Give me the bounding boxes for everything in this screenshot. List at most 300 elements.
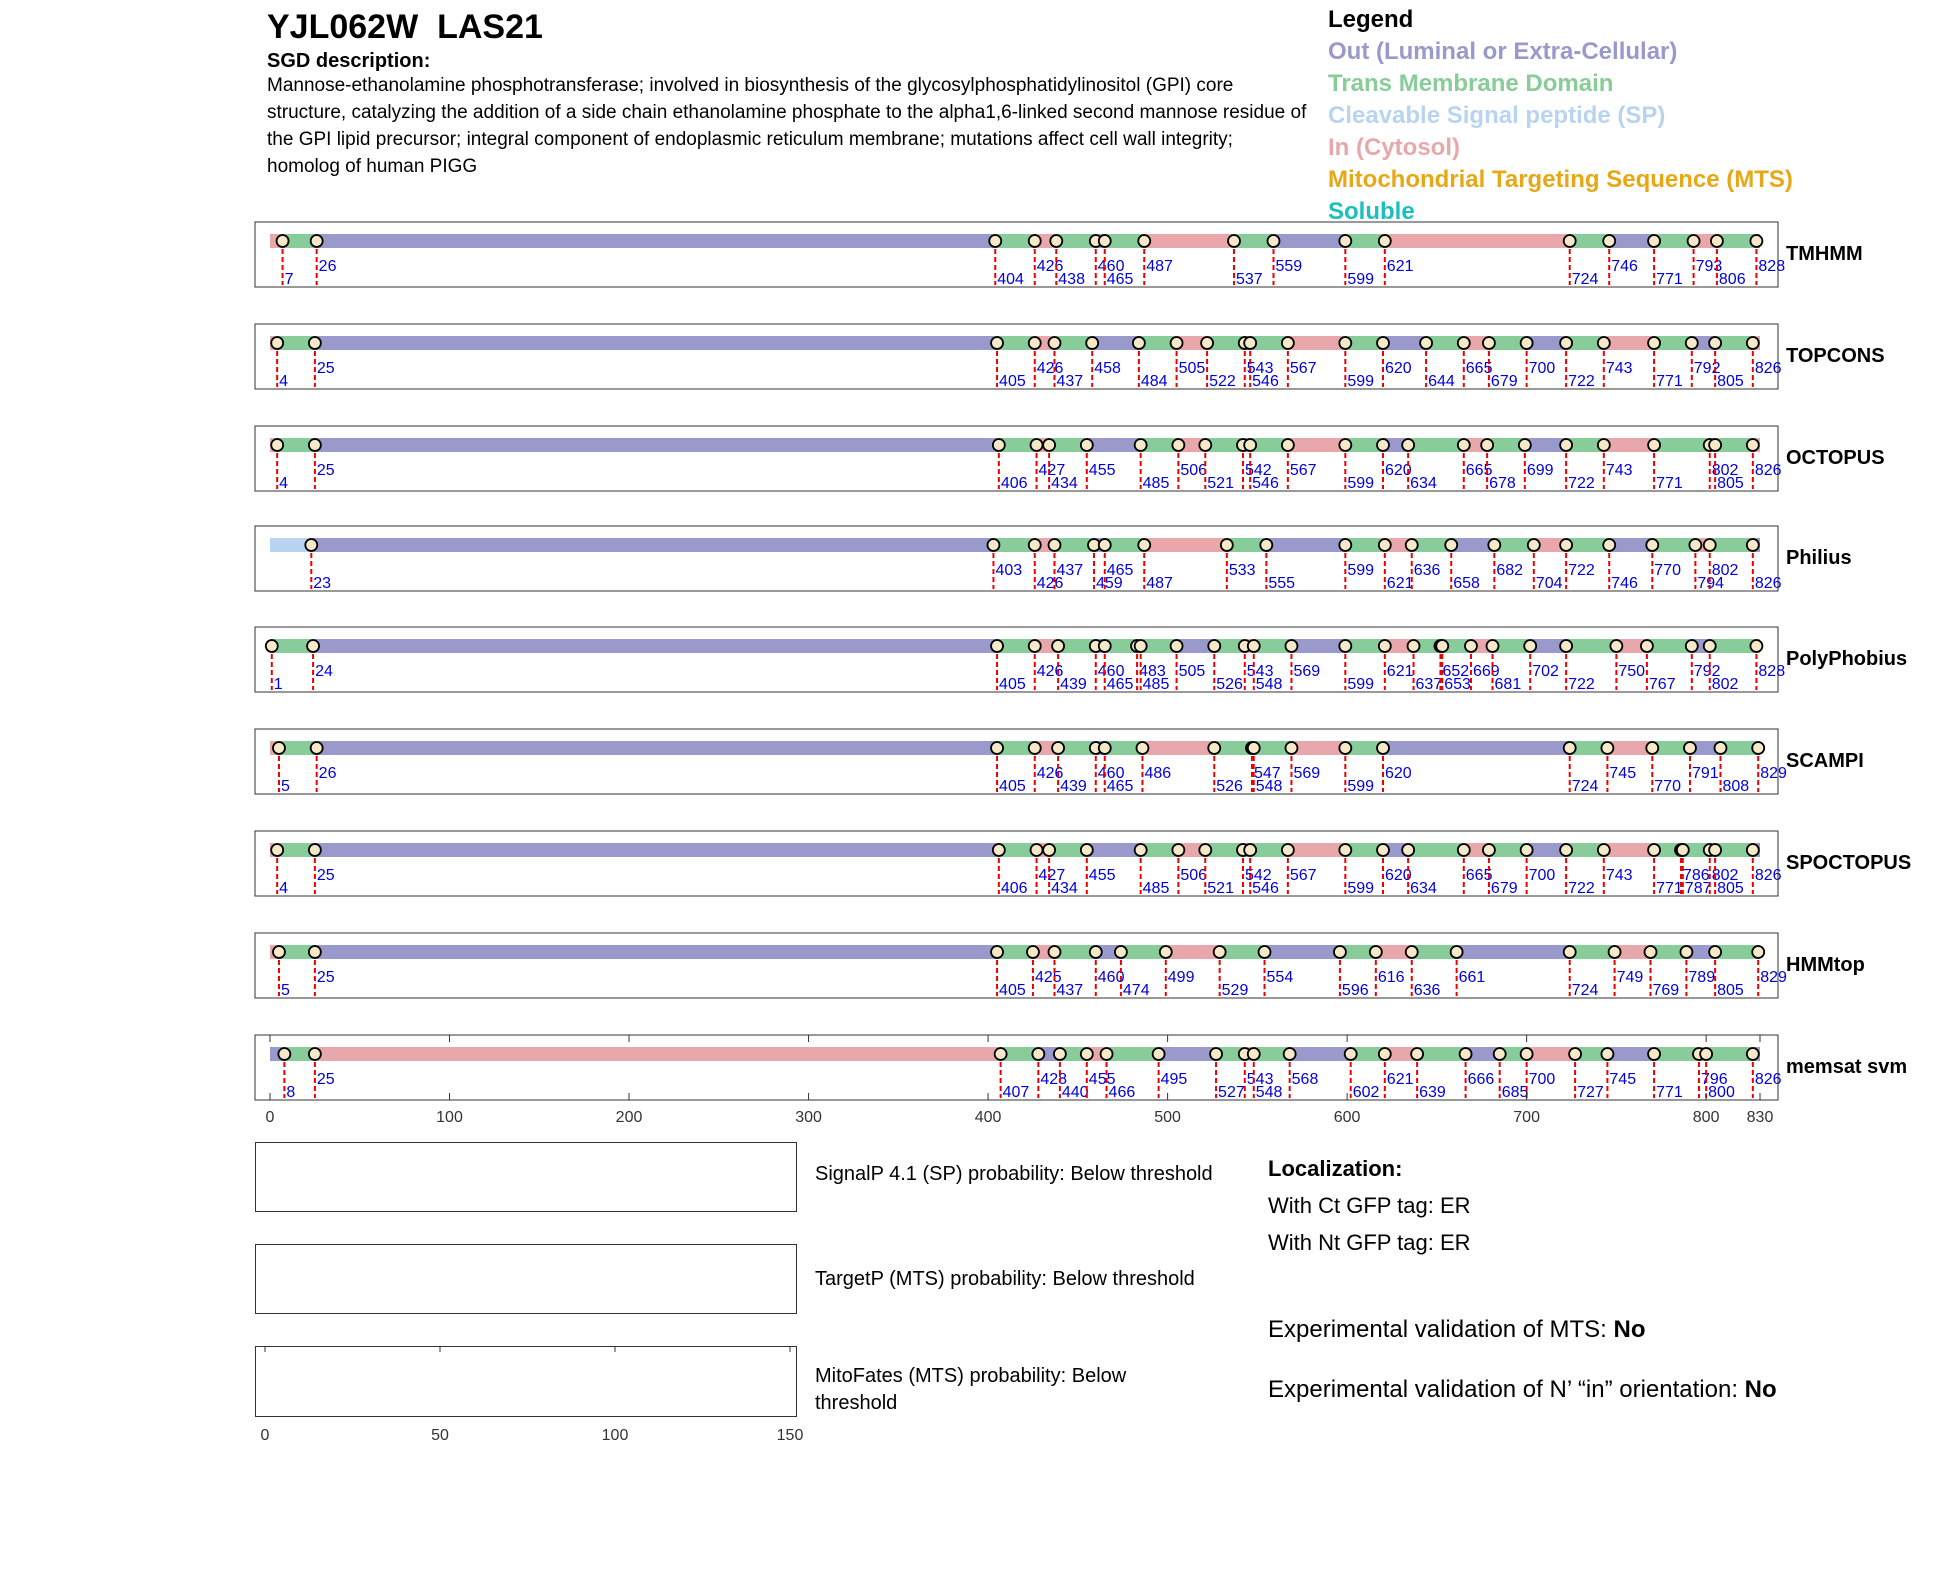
boundary-label: 727 [1577,1084,1604,1101]
legend-item-in: In (Cytosol) [1328,134,1460,161]
boundary-marker [1052,742,1064,754]
boundary-label: 546 [1252,373,1279,390]
boundary-marker [1379,539,1391,551]
boundary-marker [271,844,283,856]
boundary-marker [1524,640,1536,652]
boundary-marker [1282,439,1294,451]
boundary-label: 826 [1754,867,1782,884]
segment-out [315,438,999,452]
boundary-label: 434 [1051,880,1078,897]
segment-out [313,639,997,653]
boundary-marker [1248,640,1260,652]
boundary-label: 828 [1758,258,1786,275]
boundary-label: 802 [1711,462,1739,479]
boundary-label: 405 [999,778,1026,795]
boundary-marker [309,337,321,349]
segment-in [1288,438,1345,452]
track-name-memsat-svm: memsat svm [1786,1056,1908,1078]
boundary-marker [1521,337,1533,349]
boundary-marker [1031,844,1043,856]
boundary-label: 26 [318,258,337,275]
boundary-marker [1199,439,1211,451]
boundary-marker [1339,742,1351,754]
boundary-label: 770 [1654,562,1681,579]
boundary-marker [1481,439,1493,451]
boundary-marker [1282,844,1294,856]
boundary-marker [1519,439,1531,451]
boundary-marker [1458,844,1470,856]
boundary-marker [1054,1048,1066,1060]
boundary-label: 599 [1347,880,1375,897]
boundary-label: 521 [1207,880,1234,897]
boundary-label: 25 [316,360,335,377]
boundary-label: 437 [1056,373,1084,390]
boundary-label: 465 [1106,271,1134,288]
boundary-marker [1684,742,1696,754]
targetp-panel [255,1244,797,1314]
boundary-label: 406 [1000,475,1028,492]
boundary-marker [1050,235,1062,247]
boundary-marker [1379,640,1391,652]
boundary-label: 460 [1097,663,1125,680]
boundary-marker [1345,1048,1357,1060]
boundary-marker [1048,946,1060,958]
boundary-label: 802 [1711,676,1739,693]
boundary-label: 1 [273,676,283,693]
boundary-marker [1339,235,1351,247]
boundary-marker [1090,946,1102,958]
segment-in [1144,538,1227,552]
boundary-label: 599 [1347,676,1375,693]
boundary-marker [1603,235,1615,247]
boundary-marker [1379,1048,1391,1060]
boundary-label: 826 [1754,462,1782,479]
boundary-label: 826 [1754,575,1782,592]
boundary-marker [1248,1048,1260,1060]
boundary-label: 527 [1218,1084,1245,1101]
boundary-label: 427 [1038,867,1066,884]
boundary-marker [1029,337,1041,349]
boundary-label: 789 [1688,969,1716,986]
boundary-label: 437 [1056,982,1084,999]
boundary-label: 661 [1458,969,1486,986]
boundary-marker [1048,539,1060,551]
mts-validation-value: No [1613,1316,1646,1343]
boundary-label: 459 [1095,575,1123,592]
boundary-marker [1648,235,1660,247]
boundary-marker [1709,844,1721,856]
segment-in [1604,336,1654,350]
boundary-marker [1747,439,1759,451]
segment-tm [1408,438,1464,452]
boundary-label: 428 [1040,1071,1068,1088]
boundary-marker [309,439,321,451]
boundary-label: 548 [1255,778,1283,795]
boundary-marker [266,640,278,652]
boundary-marker [1285,640,1297,652]
boundary-label: 805 [1717,475,1744,492]
boundary-marker [1048,337,1060,349]
x-tick-label: 0 [265,1109,275,1126]
boundary-label: 526 [1216,778,1243,795]
segment-tm [1408,843,1464,857]
boundary-marker [1029,742,1041,754]
boundary-label: 567 [1289,360,1317,377]
boundary-marker [1244,844,1256,856]
boundary-label: 620 [1385,462,1412,479]
boundary-marker [305,539,317,551]
boundary-marker [271,439,283,451]
boundary-label: 542 [1244,867,1272,884]
boundary-label: 743 [1605,360,1633,377]
boundary-label: 543 [1246,1071,1274,1088]
segment-in [1385,234,1570,248]
boundary-marker [1709,439,1721,451]
boundary-label: 793 [1695,258,1723,275]
legend-item-sp: Cleavable Signal peptide (SP) [1328,102,1666,129]
boundary-marker [1214,946,1226,958]
legend-item-soluble: Soluble [1328,198,1415,225]
boundary-marker [307,640,319,652]
boundary-label: 434 [1051,475,1078,492]
boundary-label: 505 [1178,360,1206,377]
signalp-panel [255,1142,797,1212]
boundary-marker [1138,235,1150,247]
boundary-label: 546 [1252,880,1279,897]
boundary-marker [1153,1048,1165,1060]
segment-out [315,945,997,959]
boundary-label: 599 [1347,373,1375,390]
boundary-label: 644 [1428,373,1455,390]
boundary-label: 529 [1221,982,1249,999]
boundary-marker [1700,1048,1712,1060]
boundary-marker [1260,539,1272,551]
boundary-label: 678 [1489,475,1516,492]
boundary-label: 567 [1289,462,1317,479]
targetp-text: TargetP (MTS) probability: Below threshold [815,1268,1195,1290]
boundary-marker [1747,337,1759,349]
boundary-label: 639 [1419,1084,1446,1101]
boundary-label: 4 [279,475,289,492]
segment-out [317,741,997,755]
boundary-label: 621 [1386,1071,1414,1088]
boundary-label: 681 [1494,676,1522,693]
x-tick-label: 700 [1513,1109,1540,1126]
boundary-label: 805 [1717,880,1744,897]
boundary-marker [271,337,283,349]
boundary-marker [1136,742,1148,754]
segment-tm [1417,1047,1465,1061]
prob-x-tick-label: 150 [776,1427,804,1444]
boundary-marker [1043,844,1055,856]
boundary-marker [1282,337,1294,349]
boundary-label: 440 [1061,1084,1089,1101]
boundary-label: 722 [1568,475,1595,492]
boundary-label: 634 [1410,880,1437,897]
boundary-marker [1686,337,1698,349]
boundary-marker [1752,742,1764,754]
boundary-marker [1560,337,1572,349]
boundary-marker [1081,1048,1093,1060]
boundary-label: 745 [1609,1071,1637,1088]
boundary-marker [309,946,321,958]
boundary-marker [1402,439,1414,451]
boundary-label: 465 [1106,562,1134,579]
boundary-marker [1420,337,1432,349]
segment-out [1274,234,1346,248]
segment-tm [1706,1047,1753,1061]
boundary-marker [1377,844,1389,856]
segment-out [1457,945,1570,959]
segment-in [1604,843,1654,857]
boundary-marker [1564,235,1576,247]
boundary-label: 722 [1568,880,1595,897]
boundary-label: 439 [1060,778,1087,795]
boundary-label: 724 [1571,271,1599,288]
boundary-marker [1086,337,1098,349]
boundary-marker [1646,539,1658,551]
boundary-marker [987,539,999,551]
boundary-label: 806 [1718,271,1746,288]
segment-in [1288,336,1345,350]
boundary-label: 669 [1472,663,1500,680]
boundary-marker [1458,439,1470,451]
boundary-label: 455 [1088,462,1116,479]
boundary-label: 704 [1535,575,1563,592]
boundary-label: 543 [1246,663,1274,680]
boundary-label: 828 [1758,663,1786,680]
boundary-label: 495 [1160,1071,1188,1088]
boundary-marker [1138,539,1150,551]
boundary-label: 438 [1058,271,1085,288]
x-tick-label: 800 [1692,1109,1720,1126]
boundary-marker [1747,844,1759,856]
boundary-marker [1487,640,1499,652]
boundary-label: 602 [1352,1084,1380,1101]
boundary-label: 724 [1571,982,1599,999]
page-title: YJL062W LAS21 [267,8,543,46]
legend-item-tm: Trans Membrane Domain [1328,70,1614,97]
boundary-marker [1259,946,1271,958]
boundary-label: 466 [1108,1084,1136,1101]
boundary-marker [1747,539,1759,551]
segment-in [315,1047,1001,1061]
boundary-label: 5 [280,982,290,999]
boundary-marker [1686,640,1698,652]
boundary-label: 665 [1465,462,1493,479]
boundary-label: 406 [1000,880,1028,897]
boundary-marker [1133,337,1145,349]
boundary-label: 792 [1693,663,1721,680]
boundary-label: 569 [1293,663,1321,680]
boundary-marker [1646,742,1658,754]
boundary-marker [989,235,1001,247]
boundary-label: 487 [1146,575,1173,592]
segment-out [311,538,993,552]
boundary-label: 599 [1347,778,1375,795]
boundary-marker [1488,539,1500,551]
segment-in [1291,741,1345,755]
segment-tm [1710,639,1757,653]
boundary-label: 700 [1528,1071,1556,1088]
segment-tm [1107,1047,1159,1061]
prob-x-tick-label: 50 [431,1427,449,1444]
track-name-scampi: SCAMPI [1786,750,1864,772]
boundary-marker [1099,539,1111,551]
boundary-label: 568 [1291,1071,1319,1088]
boundary-marker [1564,946,1576,958]
boundary-label: 743 [1605,462,1633,479]
boundary-label: 745 [1609,765,1637,782]
boundary-marker [1560,439,1572,451]
boundary-label: 750 [1618,663,1646,680]
boundary-label: 24 [315,663,333,680]
boundary-marker [1715,742,1727,754]
boundary-marker [1445,539,1457,551]
boundary-label: 554 [1266,969,1294,986]
boundary-marker [1436,640,1448,652]
boundary-label: 769 [1652,982,1680,999]
boundary-marker [1406,539,1418,551]
boundary-label: 722 [1568,676,1595,693]
boundary-label: 405 [999,373,1026,390]
boundary-label: 743 [1605,867,1633,884]
mts-validation [1268,1316,1645,1344]
boundary-marker [1171,337,1183,349]
boundary-label: 537 [1236,271,1263,288]
boundary-label: 547 [1253,765,1281,782]
boundary-marker [1099,640,1111,652]
boundary-marker [1377,742,1389,754]
mitofates-text-line2: threshold [815,1392,898,1414]
boundary-label: 546 [1252,475,1279,492]
boundary-label: 685 [1501,1084,1529,1101]
boundary-label: 800 [1708,1084,1735,1101]
boundary-label: 543 [1246,360,1274,377]
boundary-marker [1377,439,1389,451]
boundary-marker [1752,946,1764,958]
boundary-marker [1601,742,1613,754]
boundary-label: 787 [1684,880,1712,897]
boundary-label: 621 [1386,663,1414,680]
boundary-marker [1603,539,1615,551]
boundary-marker [991,742,1003,754]
nin-validation-label: Experimental validation of N’ “in” orientation: [1268,1376,1745,1403]
boundary-marker [1052,640,1064,652]
localization-header: Localization: [1268,1156,1403,1181]
x-tick-label: 600 [1333,1109,1361,1126]
boundary-label: 460 [1097,258,1125,275]
boundary-marker [1709,946,1721,958]
boundary-label: 486 [1144,765,1172,782]
boundary-label: 404 [997,271,1024,288]
boundary-label: 484 [1140,373,1168,390]
boundary-label: 796 [1700,1071,1728,1088]
x-tick-label: 400 [974,1109,1002,1126]
boundary-label: 699 [1526,462,1554,479]
x-tick-label: 100 [436,1109,463,1126]
segment-out [317,234,996,248]
segment-in [1142,741,1214,755]
boundary-marker [1560,640,1572,652]
x-tick-label: 500 [1154,1109,1181,1126]
boundary-label: 533 [1228,562,1256,579]
boundary-marker [1208,742,1220,754]
boundary-marker [993,844,1005,856]
boundary-label: 621 [1386,575,1414,592]
boundary-label: 526 [1216,676,1243,693]
boundary-marker [1747,1048,1759,1060]
boundary-marker [1601,1048,1613,1060]
boundary-label: 665 [1465,867,1493,884]
boundary-marker [1411,1048,1423,1060]
boundary-label: 426 [1036,575,1064,592]
boundary-marker [1285,742,1297,754]
segment-out [1087,438,1141,452]
boundary-label: 485 [1142,475,1170,492]
boundary-label: 826 [1754,360,1782,377]
nin-validation-value: No [1744,1376,1777,1403]
segment-out [1159,1047,1216,1061]
boundary-marker [273,742,285,754]
boundary-marker [273,946,285,958]
boundary-label: 455 [1088,867,1116,884]
boundary-label: 771 [1656,1084,1683,1101]
boundary-marker [1339,844,1351,856]
boundary-label: 749 [1616,969,1644,986]
boundary-marker [1598,439,1610,451]
boundary-marker [1709,337,1721,349]
segment-out [1087,843,1141,857]
boundary-marker [1609,946,1621,958]
segment-out [1092,336,1139,350]
boundary-label: 26 [318,765,337,782]
boundary-label: 5 [280,778,290,795]
boundary-label: 616 [1377,969,1405,986]
boundary-label: 465 [1106,778,1134,795]
legend-item-mts: Mitochondrial Targeting Sequence (MTS) [1328,166,1793,193]
boundary-label: 679 [1490,880,1518,897]
boundary-marker [1521,1048,1533,1060]
segment-out [1607,1047,1654,1061]
track-name-octopus: OCTOPUS [1786,447,1885,469]
boundary-marker [1099,235,1111,247]
boundary-label: 548 [1255,1084,1283,1101]
boundary-label: 637 [1415,676,1443,693]
boundary-label: 636 [1413,982,1441,999]
boundary-marker [1201,337,1213,349]
boundary-label: 485 [1142,880,1170,897]
boundary-marker [1641,640,1653,652]
boundary-label: 700 [1528,360,1556,377]
boundary-label: 7 [284,271,294,288]
signalp-text: SignalP 4.1 (SP) probability: Below threshold [815,1163,1213,1185]
boundary-marker [1171,640,1183,652]
segment-out [315,336,997,350]
boundary-label: 653 [1444,676,1471,693]
boundary-label: 485 [1142,676,1170,693]
boundary-label: 767 [1648,676,1676,693]
boundary-marker [1228,235,1240,247]
boundary-label: 700 [1528,867,1556,884]
segment-tm [1654,438,1710,452]
segment-out [1383,741,1570,755]
boundary-label: 455 [1088,1071,1116,1088]
boundary-marker [1334,946,1346,958]
boundary-label: 25 [316,462,335,479]
boundary-label: 746 [1611,575,1638,592]
boundary-label: 427 [1038,462,1066,479]
